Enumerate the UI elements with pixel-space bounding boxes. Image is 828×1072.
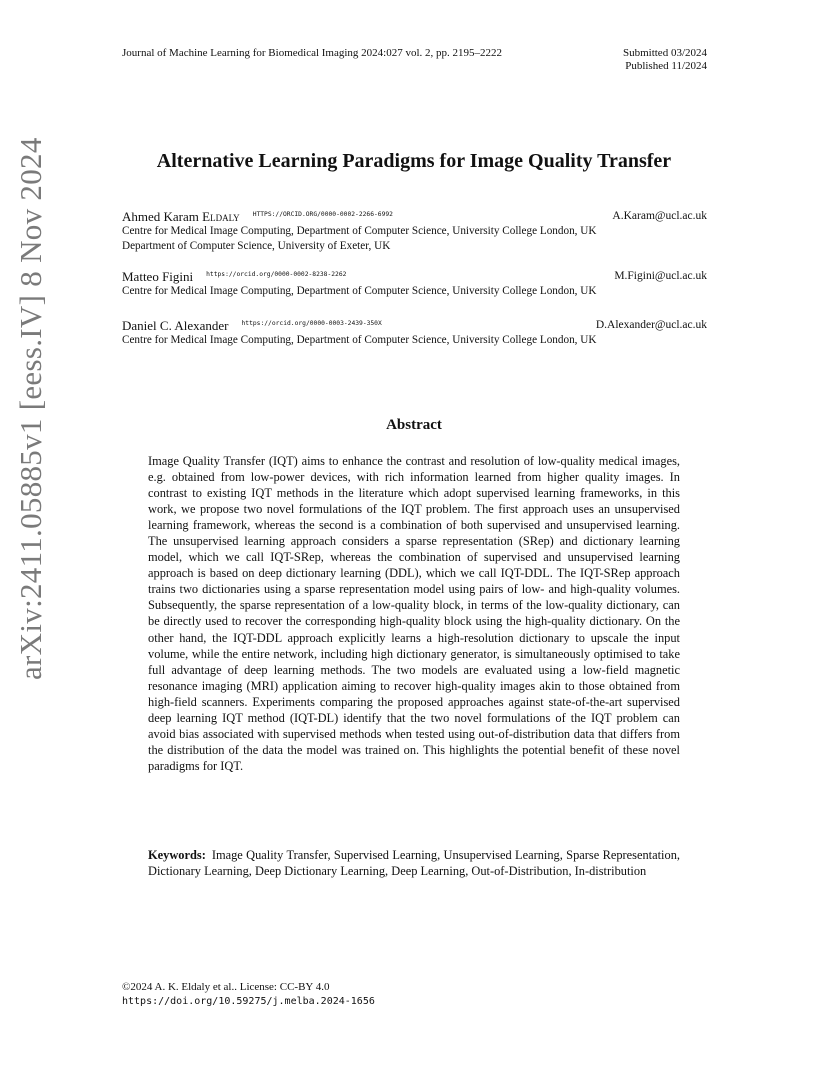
author-block (122, 208, 707, 253)
author-name: Matteo Figini (122, 269, 194, 284)
arxiv-stamp: arXiv:2411.05885v1 [eess.IV] 8 Nov 2024 (13, 137, 48, 680)
submitted-date: Submitted 03/2024 (622, 47, 707, 59)
affiliation: Centre for Medical Image Computing, Department of Computer Science, University College London, UK (122, 285, 597, 297)
doi-link[interactable]: https://doi.org/10.59275/j.melba.2024-1656 (122, 996, 375, 1007)
orcid-link[interactable]: https://orcid.org/0000-0002-8238-2262 (206, 271, 347, 278)
author-email[interactable]: M.Figini@ucl.ac.uk (614, 270, 707, 282)
journal-header: Journal of Machine Learning for Biomedical Imaging 2024:027 vol. 2, pp. 2195–2222 (122, 47, 503, 59)
affiliation: Centre for Medical Image Computing, Department of Computer Science, University College London, UK (122, 334, 597, 346)
abstract-heading: Abstract (386, 417, 442, 433)
author-block (122, 317, 707, 348)
author-block (122, 268, 707, 299)
keywords (148, 847, 680, 879)
affiliation: Department of Computer Science, University of Exeter, UK (122, 239, 391, 252)
author-email[interactable]: A.Karam@ucl.ac.uk (612, 210, 707, 222)
affiliation: Centre for Medical Image Computing, Department of Computer Science, University College London, UK (122, 225, 597, 237)
published-date: Published 11/2024 (625, 60, 707, 72)
author-email[interactable]: D.Alexander@ucl.ac.uk (595, 319, 707, 331)
author-name: Daniel C. Alexander (122, 318, 229, 333)
license-notice: ©2024 A. K. Eldaly et al.. License: CC-BY 4.0 (122, 981, 330, 993)
abstract-body: Image Quality Transfer (IQT) aims to enhance the contrast and resolution of low-quality medical images, e.g. obtained from low-power devices, with rich information learned from higher quality images. In contrast to existing IQT methods in the literature which adopt supervised learning frameworks, in this work, we propose two novel formulations of the IQT problem. The first approach uses an unsupervised learning framework, whereas the second is a combination of both supervised and unsupervised learning. The unsupervised learning approach considers a sparse representation (SRep) and dictionary learning model, which we call IQT-SRep, whereas the combination of supervised and unsupervised learning approach is based on deep dictionary learning (DDL), which we call IQT-DDL. The IQT-SRep approach trains two dictionaries using a sparse representation model using pairs of low- and high-quality volumes. Subsequently, the sparse representation of a low-quality block, in terms of the low-quality dictionary, can be directly used to recover the corresponding high-quality block using the high-quality dictionary. On the other hand, the IQT-DDL approach explicitly learns a high-resolution dictionary to upscale the input volume, while the entire network, including high dictionary generator, is simultaneously optimised to take full advantage of deep learning methods. The two models are evaluated using a low-field magnetic resonance imaging (MRI) application aiming to recover high-quality images akin to those obtained from high-field scanners. Experiments comparing the proposed approaches against state-of-the-art supervised deep learning IQT method (IQT-DL) identify that the two novel formulations of the IQT problem can avoid bias associated with supervised methods when tested using out-of-distribution data that differs from the distribution of the data the model was trained on. This highlights the potential benefit of these novel paradigms for IQT. (148, 454, 680, 773)
keywords-text: Image Quality Transfer, Supervised Learning, Unsupervised Learning, Sparse Representation, Dictionary Learning, Deep Dictionary Learning, Deep Learning, Out-of-Distribution, In-distribution (148, 848, 680, 879)
paper-title: Alternative Learning Paradigms for Image Quality Transfer (156, 150, 672, 172)
submission-dates (623, 47, 707, 73)
orcid-link[interactable]: https://orcid.org/0000-0003-2439-350X (241, 320, 382, 327)
keywords-label: Keywords: (148, 848, 206, 862)
orcid-link[interactable]: HTTPS://ORCID.ORG/0000-0002-2266-6992 (252, 211, 393, 218)
author-name: Ahmed Karam Eldaly (122, 209, 240, 224)
